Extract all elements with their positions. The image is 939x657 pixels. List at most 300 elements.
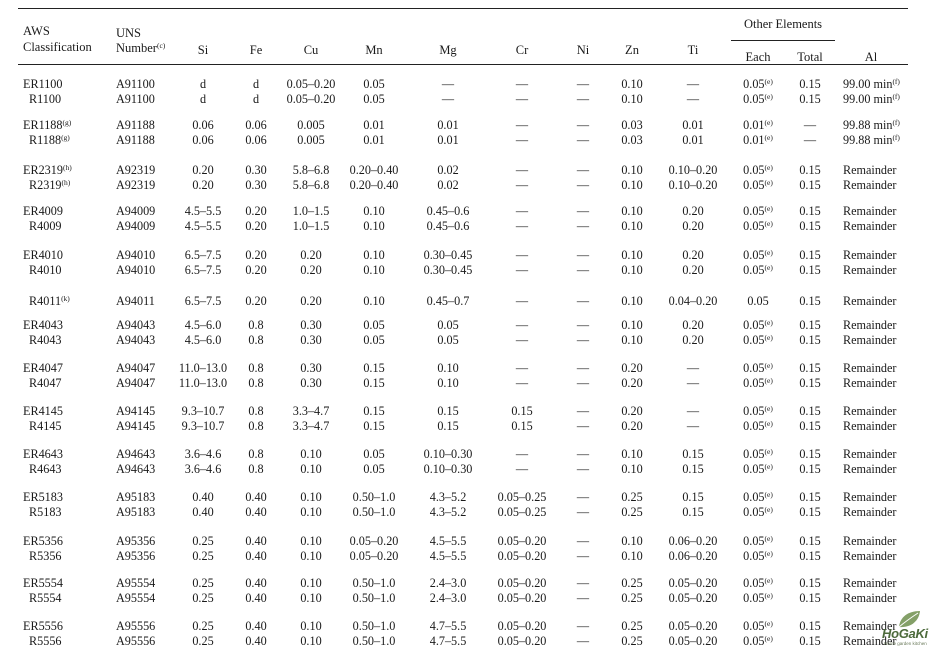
al-cell (843, 576, 896, 590)
al-cell (843, 490, 896, 504)
al-cell (843, 505, 896, 519)
si-cell: 0.20 (192, 163, 214, 177)
al-cell (843, 294, 896, 308)
cr-cell: — (515, 361, 529, 375)
zn-cell: 0.10 (621, 204, 643, 218)
ti-cell: 0.01 (682, 133, 704, 147)
si-cell: 6.5–7.5 (184, 263, 222, 277)
cr-cell: — (515, 118, 529, 132)
fe-cell: 0.30 (245, 178, 267, 192)
mn-cell: 0.05–0.20 (349, 549, 399, 563)
uns-header-note: (c) (156, 41, 166, 50)
each-cell (743, 534, 773, 548)
aws-value: R4009 (29, 219, 62, 233)
uns-cell: A91100 (116, 77, 155, 91)
al-value: Remainder (843, 634, 897, 648)
mg-cell: 0.45–0.6 (426, 219, 470, 233)
cu-cell: 0.10 (300, 549, 322, 563)
al-value: 99.00 min (843, 77, 893, 91)
cr-cell: 0.05–0.20 (497, 634, 547, 648)
total-cell: 0.15 (799, 549, 821, 563)
each-note: (e) (764, 591, 773, 600)
aws-cell (23, 248, 63, 262)
mn-cell: 0.20–0.40 (349, 178, 399, 192)
aws-cell (29, 263, 62, 277)
ni-cell: — (576, 204, 590, 218)
total-cell: 0.15 (799, 447, 821, 461)
ni-cell: — (576, 318, 590, 332)
cr-cell: — (515, 263, 529, 277)
each-header: Each (745, 50, 771, 64)
ni-cell: — (576, 376, 590, 390)
mn-cell: 0.10 (363, 248, 385, 262)
each-note: (e) (764, 462, 773, 471)
total-cell: 0.15 (799, 318, 821, 332)
mn-cell: 0.50–1.0 (352, 619, 396, 633)
uns-cell: A94643 (116, 462, 156, 476)
total-cell: 0.15 (799, 576, 821, 590)
ni-cell: — (576, 534, 590, 548)
each-note: (e) (764, 505, 773, 514)
uns-cell: A94009 (116, 204, 156, 218)
mg-cell: 0.15 (437, 419, 459, 433)
each-note: (e) (764, 318, 773, 327)
al-cell (843, 333, 896, 347)
uns-cell: A94145 (116, 419, 156, 433)
al-value: Remainder (843, 178, 897, 192)
ni-cell: — (576, 248, 590, 262)
aws-value: ER1188 (23, 118, 63, 132)
total-cell: 0.15 (799, 404, 821, 418)
total-cell: 0.15 (799, 294, 821, 308)
each-note: (e) (764, 619, 773, 628)
zn-cell: 0.10 (621, 462, 643, 476)
cu-cell: 3.3–4.7 (292, 404, 330, 418)
uns-cell: A94145 (116, 404, 156, 418)
uns-header-line2 (116, 41, 165, 55)
aws-value: ER4009 (23, 204, 63, 218)
each-cell (743, 490, 773, 504)
mg-cell: 4.7–5.5 (429, 634, 467, 648)
cu-cell: 0.20 (300, 263, 322, 277)
fe-cell: 0.8 (248, 361, 264, 375)
aws-value: ER1100 (23, 77, 63, 91)
al-value: 99.88 min (843, 118, 893, 132)
mg-cell: 0.45–0.6 (426, 204, 470, 218)
al-value: Remainder (843, 204, 897, 218)
fe-cell: 0.8 (248, 318, 264, 332)
zn-cell: 0.10 (621, 219, 643, 233)
fe-header: Fe (249, 43, 263, 57)
cr-cell: — (515, 333, 529, 347)
ti-cell: 0.20 (682, 263, 704, 277)
al-value: Remainder (843, 549, 897, 563)
cr-cell: — (515, 462, 529, 476)
al-cell (843, 133, 900, 147)
al-cell (843, 92, 900, 106)
each-cell (743, 549, 773, 563)
each-value: 0.05 (743, 462, 765, 476)
cu-cell: 0.005 (297, 118, 325, 132)
cu-cell: 1.0–1.5 (292, 204, 330, 218)
mg-cell: 0.05 (437, 318, 459, 332)
uns-cell: A94009 (116, 219, 156, 233)
ti-cell: 0.06–0.20 (668, 534, 718, 548)
al-value: Remainder (843, 404, 897, 418)
si-cell: 11.0–13.0 (178, 376, 228, 390)
uns-cell: A95356 (116, 534, 156, 548)
uns-cell: A91188 (116, 133, 155, 147)
al-cell (843, 447, 896, 461)
each-cell (743, 462, 773, 476)
ni-cell: — (576, 619, 590, 633)
aws-value: ER5554 (23, 576, 63, 590)
mn-cell: 0.15 (363, 376, 385, 390)
aws-cell (23, 163, 72, 177)
mn-cell: 0.05 (363, 77, 385, 91)
ti-cell: 0.10–0.20 (668, 163, 718, 177)
al-value: Remainder (843, 419, 897, 433)
each-value: 0.05 (743, 549, 765, 563)
al-cell (843, 376, 896, 390)
ni-cell: — (576, 219, 590, 233)
aws-cell (29, 419, 62, 433)
uns-cell: A95556 (116, 634, 156, 648)
cr-cell: 0.05–0.25 (497, 490, 547, 504)
mg-cell: 0.10–0.30 (423, 462, 473, 476)
aws-value: ER4643 (23, 447, 63, 461)
total-cell: 0.15 (799, 219, 821, 233)
aws-note: (k) (61, 294, 70, 303)
aws-cell (29, 505, 62, 519)
mg-cell: 0.10 (437, 361, 459, 375)
each-cell (743, 248, 773, 262)
cu-cell: 0.05–0.20 (286, 92, 336, 106)
each-value: 0.05 (743, 505, 765, 519)
each-value: 0.05 (743, 204, 765, 218)
al-cell (843, 549, 896, 563)
uns-cell: A95554 (116, 591, 156, 605)
zn-cell: 0.03 (621, 133, 643, 147)
each-note: (e) (764, 92, 773, 101)
cr-cell: 0.05–0.20 (497, 576, 547, 590)
each-cell (743, 77, 773, 91)
ti-cell: 0.15 (682, 462, 704, 476)
cu-cell: 0.30 (300, 376, 322, 390)
fe-cell: d (252, 77, 260, 91)
each-cell (743, 447, 773, 461)
each-cell (743, 263, 773, 277)
al-note: (f) (892, 118, 900, 127)
ni-cell: — (576, 118, 590, 132)
cr-cell: 0.05–0.20 (497, 549, 547, 563)
each-cell (743, 576, 773, 590)
al-cell (843, 178, 896, 192)
cr-cell: — (515, 318, 529, 332)
uns-cell: A95183 (116, 505, 156, 519)
al-note: (f) (892, 92, 900, 101)
cu-cell: 1.0–1.5 (292, 219, 330, 233)
al-cell (843, 204, 896, 218)
al-value: Remainder (843, 576, 897, 590)
mg-cell: 0.15 (437, 404, 459, 418)
aws-cell (29, 178, 70, 192)
each-value: 0.05 (743, 634, 765, 648)
al-note: (f) (892, 77, 900, 86)
each-value: 0.05 (743, 534, 765, 548)
uns-cell: A94010 (116, 263, 156, 277)
each-note: (e) (764, 634, 773, 643)
each-note: (e) (764, 333, 773, 342)
ti-cell: — (686, 419, 700, 433)
each-cell (743, 204, 773, 218)
al-value: Remainder (843, 490, 897, 504)
al-cell (843, 591, 896, 605)
al-cell (843, 263, 896, 277)
aws-cell (23, 619, 63, 633)
al-value: Remainder (843, 505, 897, 519)
ni-cell: — (576, 447, 590, 461)
aws-value: R4043 (29, 333, 62, 347)
ti-cell: 0.10–0.20 (668, 178, 718, 192)
ni-cell: — (576, 462, 590, 476)
aws-value: R2319 (29, 178, 62, 192)
other-elements-header: Other Elements (743, 17, 823, 31)
each-note: (e) (764, 163, 773, 172)
zn-cell: 0.10 (621, 534, 643, 548)
aws-cell (23, 204, 63, 218)
uns-cell: A95554 (116, 576, 156, 590)
si-cell: 0.25 (192, 591, 214, 605)
al-value: 99.00 min (843, 92, 893, 106)
si-cell: 4.5–6.0 (184, 333, 222, 347)
cr-cell: 0.15 (511, 419, 533, 433)
ni-cell: — (576, 505, 590, 519)
fe-cell: 0.20 (245, 263, 267, 277)
mg-cell: 0.01 (437, 118, 459, 132)
mg-cell: 4.5–5.5 (429, 534, 467, 548)
ni-cell: — (576, 77, 590, 91)
each-note: (e) (764, 549, 773, 558)
al-value: Remainder (843, 447, 897, 461)
aws-header: AWS (23, 24, 50, 38)
mn-cell: 0.10 (363, 294, 385, 308)
aws-value: R4010 (29, 263, 62, 277)
total-cell: 0.15 (799, 534, 821, 548)
each-note: (e) (764, 133, 773, 142)
zn-cell: 0.25 (621, 619, 643, 633)
each-note: (e) (764, 419, 773, 428)
mn-cell: 0.05–0.20 (349, 534, 399, 548)
zn-cell: 0.03 (621, 118, 643, 132)
ni-cell: — (576, 361, 590, 375)
zn-cell: 0.20 (621, 404, 643, 418)
zn-header: Zn (625, 43, 639, 57)
each-value: 0.05 (743, 219, 765, 233)
ni-cell: — (576, 333, 590, 347)
mn-cell: 0.15 (363, 361, 385, 375)
zn-cell: 0.10 (621, 248, 643, 262)
cu-cell: 0.10 (300, 490, 322, 504)
fe-cell: 0.06 (245, 118, 267, 132)
fe-cell: 0.8 (248, 419, 264, 433)
aws-cell (23, 576, 63, 590)
aws-cell (23, 404, 63, 418)
al-value: Remainder (843, 376, 897, 390)
each-value: 0.05 (743, 404, 765, 418)
cr-cell: — (515, 447, 529, 461)
mn-cell: 0.50–1.0 (352, 505, 396, 519)
mg-cell: 0.02 (437, 163, 459, 177)
each-cell (743, 376, 773, 390)
zn-cell: 0.20 (621, 376, 643, 390)
uns-cell: A95356 (116, 549, 156, 563)
si-cell: 6.5–7.5 (184, 294, 222, 308)
mg-cell: 0.10–0.30 (423, 447, 473, 461)
mn-cell: 0.15 (363, 419, 385, 433)
fe-cell: 0.06 (245, 133, 267, 147)
fe-cell: 0.40 (245, 634, 267, 648)
al-cell (843, 77, 900, 91)
al-value: Remainder (843, 263, 897, 277)
mn-cell: 0.50–1.0 (352, 591, 396, 605)
cr-header: Cr (515, 43, 529, 57)
fe-cell: 0.40 (245, 591, 267, 605)
cu-cell: 0.20 (300, 248, 322, 262)
si-cell: 0.25 (192, 549, 214, 563)
each-cell (743, 619, 773, 633)
aws-note: (g) (62, 118, 72, 127)
al-header: Al (864, 50, 878, 64)
ni-cell: — (576, 591, 590, 605)
aws-cell (29, 333, 62, 347)
total-cell: — (803, 133, 817, 147)
each-value: 0.05 (743, 447, 765, 461)
si-cell: d (199, 92, 207, 106)
total-cell: 0.15 (799, 619, 821, 633)
mn-cell: 0.20–0.40 (349, 163, 399, 177)
cu-cell: 0.005 (297, 133, 325, 147)
mg-cell: 0.01 (437, 133, 459, 147)
each-cell (743, 92, 773, 106)
each-value: 0.05 (743, 490, 765, 504)
mn-cell: 0.50–1.0 (352, 576, 396, 590)
mg-cell: 4.3–5.2 (429, 505, 467, 519)
aws-note: (h) (62, 163, 72, 172)
si-cell: 0.25 (192, 634, 214, 648)
cr-cell: 0.15 (511, 404, 533, 418)
mg-cell: 2.4–3.0 (429, 591, 467, 605)
aws-value: R5183 (29, 505, 62, 519)
total-cell: 0.15 (799, 333, 821, 347)
ti-cell: 0.20 (682, 318, 704, 332)
aws-value: ER5183 (23, 490, 63, 504)
total-cell: 0.15 (799, 591, 821, 605)
aws-cell (29, 92, 61, 106)
zn-cell: 0.25 (621, 490, 643, 504)
fe-cell: 0.20 (245, 204, 267, 218)
ti-cell: 0.15 (682, 490, 704, 504)
ti-cell: 0.04–0.20 (668, 294, 718, 308)
each-value: 0.05 (743, 419, 765, 433)
aws-note: (g) (61, 133, 70, 142)
each-value: 0.01 (743, 118, 765, 132)
each-value: 0.05 (743, 361, 765, 375)
si-cell: 11.0–13.0 (178, 361, 228, 375)
each-note: (e) (764, 361, 773, 370)
other-elements-rule (731, 40, 835, 41)
aws-cell (29, 219, 62, 233)
each-cell (743, 219, 773, 233)
each-cell (743, 361, 773, 375)
cu-cell: 0.10 (300, 505, 322, 519)
ti-header: Ti (687, 43, 699, 57)
aws-value: ER4043 (23, 318, 63, 332)
zn-cell: 0.20 (621, 419, 643, 433)
each-cell (743, 178, 773, 192)
aws-value: R5556 (29, 634, 62, 648)
ti-cell: 0.01 (682, 118, 704, 132)
cu-cell: 0.30 (300, 318, 322, 332)
each-value: 0.05 (743, 318, 765, 332)
si-cell: 4.5–5.5 (184, 204, 222, 218)
aws-value: R4643 (29, 462, 62, 476)
total-cell: 0.15 (799, 77, 821, 91)
each-cell (743, 333, 773, 347)
mg-cell: 0.02 (437, 178, 459, 192)
each-cell (747, 294, 768, 308)
each-note: (e) (764, 77, 773, 86)
al-note: (f) (892, 133, 900, 142)
zn-cell: 0.25 (621, 634, 643, 648)
fe-cell: 0.20 (245, 248, 267, 262)
each-note: (e) (764, 248, 773, 257)
aws-value: ER2319 (23, 163, 63, 177)
mg-header: Mg (439, 43, 457, 57)
ti-cell: — (686, 404, 700, 418)
al-cell (843, 163, 896, 177)
mg-cell: 0.45–0.7 (426, 294, 470, 308)
uns-cell: A94047 (116, 361, 156, 375)
mg-cell: 0.30–0.45 (423, 248, 473, 262)
each-value: 0.05 (743, 333, 765, 347)
each-cell (743, 163, 773, 177)
fe-cell: 0.40 (245, 576, 267, 590)
uns-cell: A94010 (116, 248, 156, 262)
each-value: 0.05 (743, 576, 765, 590)
mn-cell: 0.15 (363, 404, 385, 418)
al-cell (843, 318, 896, 332)
each-note: (e) (764, 576, 773, 585)
each-cell (743, 318, 773, 332)
ti-cell: — (686, 361, 700, 375)
al-cell (843, 462, 896, 476)
ti-cell: 0.20 (682, 219, 704, 233)
mg-cell: 0.10 (437, 376, 459, 390)
each-cell (743, 591, 773, 605)
aws-value: ER4047 (23, 361, 63, 375)
al-cell (843, 419, 896, 433)
mn-cell: 0.10 (363, 219, 385, 233)
mn-cell: 0.10 (363, 263, 385, 277)
zn-cell: 0.10 (621, 318, 643, 332)
ni-cell: — (576, 133, 590, 147)
zn-cell: 0.10 (621, 163, 643, 177)
each-note: (e) (764, 490, 773, 499)
zn-cell: 0.10 (621, 77, 643, 91)
si-cell: d (199, 77, 207, 91)
ti-cell: — (686, 376, 700, 390)
